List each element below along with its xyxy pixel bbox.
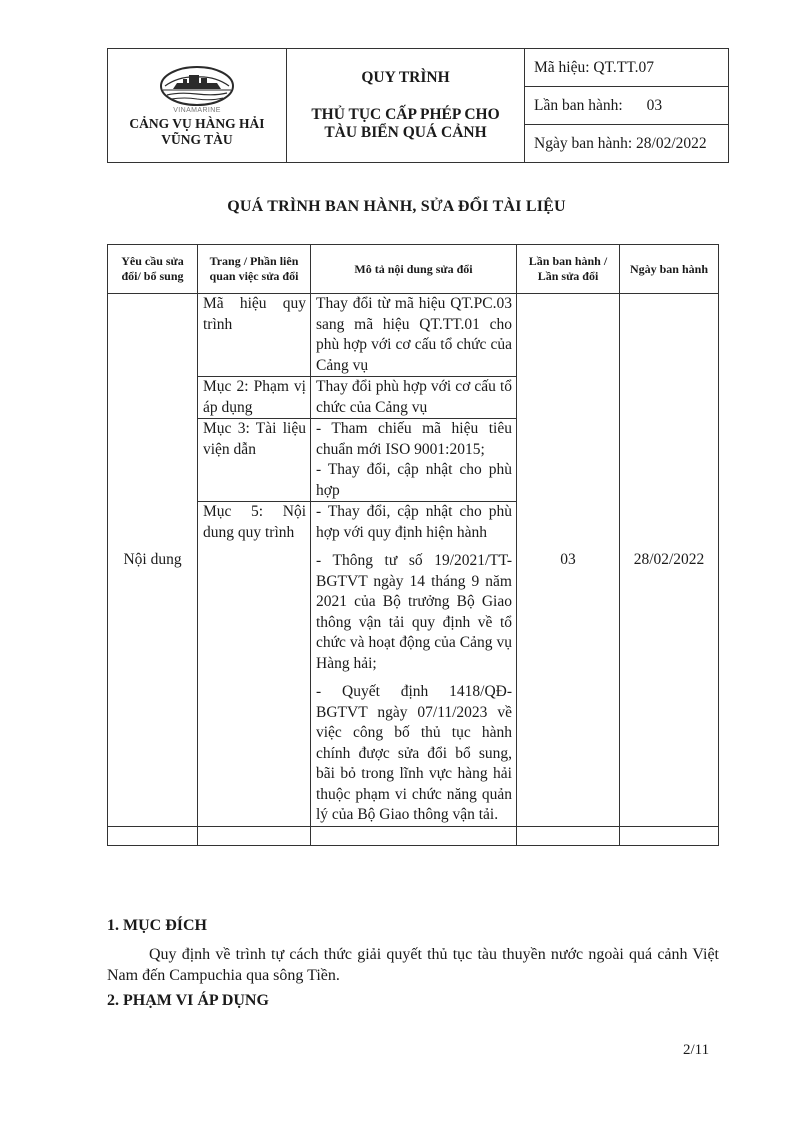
ship-emblem-icon bbox=[159, 64, 235, 108]
col-header-description: Mô tả nội dung sửa đổi bbox=[311, 245, 517, 294]
revision-table-header bbox=[108, 245, 719, 294]
empty-cell bbox=[620, 826, 719, 845]
edition-cell bbox=[525, 87, 729, 125]
revision-history-title: QUÁ TRÌNH BAN HÀNH, SỬA ĐỔI TÀI LIỆU bbox=[227, 198, 566, 215]
edition-cell: 03 bbox=[517, 294, 620, 827]
organization-line-1: CẢNG VỤ HÀNG HẢI bbox=[129, 115, 265, 131]
description-cell bbox=[311, 502, 517, 827]
col-header-edition: Lần ban hành / Lần sửa đổi bbox=[517, 245, 620, 294]
part-cell: Mục 3: Tài liệu viện dẫn bbox=[198, 419, 311, 502]
section-heading-scope: 2. PHẠM VI ÁP DỤNG bbox=[107, 992, 269, 1009]
organization-name bbox=[129, 116, 264, 148]
empty-cell bbox=[198, 826, 311, 845]
logo-cell bbox=[108, 49, 287, 163]
document-type: QUY TRÌNH bbox=[361, 69, 450, 86]
description-text: Thay đổi phù hợp với cơ cấu tổ chức của Cảng vụ bbox=[316, 378, 512, 416]
description-cell bbox=[311, 419, 517, 502]
document-code: Mã hiệu: QT.TT.07 bbox=[525, 49, 729, 87]
organization-line-2: VŨNG TÀU bbox=[161, 131, 233, 147]
part-cell: Mục 2: Phạm vị áp dụng bbox=[198, 377, 311, 419]
issue-date: Ngày ban hành: 28/02/2022 bbox=[525, 125, 729, 163]
description-text: - Tham chiếu mã hiệu tiêu chuẩn mới ISO 9001:2015; bbox=[316, 420, 512, 458]
description-cell bbox=[311, 294, 517, 377]
empty-cell bbox=[108, 826, 198, 845]
col-header-request: Yêu cầu sửa đổi/ bổ sung bbox=[108, 245, 198, 294]
document-header bbox=[107, 48, 729, 163]
section-heading-purpose: 1. MỤC ĐÍCH bbox=[107, 917, 207, 934]
request-cell: Nội dung bbox=[108, 294, 198, 827]
description-text: Thay đổi từ mã hiệu QT.PC.03 sang mã hiệu QT.TT.01 cho phù hợp với cơ cấu tổ chức của Cảng vụ bbox=[316, 295, 512, 374]
description-text: - Thay đổi, cập nhật cho phù hợp bbox=[316, 461, 512, 499]
description-text: - Quyết định 1418/QĐ-BGTVT ngày 07/11/2023 về việc công bố thủ tục hành chính được sửa đổi bổ sung, bãi bỏ trong lĩnh vực hàng hải thuộc phạm vi chức năng quản lý của Bộ Giao thông vận tải. bbox=[316, 683, 512, 823]
page-number: 2/11 bbox=[683, 1042, 710, 1058]
document-title-line-1: THỦ TỤC CẤP PHÉP CHO bbox=[311, 106, 500, 123]
revision-table bbox=[107, 244, 719, 846]
description-cell bbox=[311, 377, 517, 419]
description-text: - Thay đổi, cập nhật cho phù hợp với quy định hiện hành bbox=[316, 503, 512, 541]
description-text: - Thông tư số 19/2021/TT-BGTVT ngày 14 tháng 9 năm 2021 của Bộ trưởng Bộ Giao thông vận tải quy định về tổ chức và hoạt động của Cảng vụ Hàng hải; bbox=[316, 552, 512, 672]
document-title-cell bbox=[287, 49, 525, 163]
col-header-part: Trang / Phần liên quan việc sửa đổi bbox=[198, 245, 311, 294]
date-cell: 28/02/2022 bbox=[620, 294, 719, 827]
logo-wordmark: VINAMARINE bbox=[173, 106, 221, 114]
edition-label: Lần ban hành: bbox=[534, 96, 623, 114]
empty-row bbox=[108, 826, 719, 845]
document-title-line-2: TÀU BIỂN QUÁ CẢNH bbox=[324, 124, 487, 141]
part-cell: Mã hiệu quy trình bbox=[198, 294, 311, 377]
edition-value: 03 bbox=[646, 96, 663, 114]
empty-cell bbox=[311, 826, 517, 845]
document-title bbox=[287, 106, 524, 142]
col-header-date: Ngày ban hành bbox=[620, 245, 719, 294]
part-cell: Mục 5: Nội dung quy trình bbox=[198, 502, 311, 827]
table-row bbox=[108, 294, 719, 377]
empty-cell bbox=[517, 826, 620, 845]
section-text-purpose: Quy định về trình tự cách thức giải quyết thủ tục tàu thuyền nước ngoài quá cảnh Việt Nam đến Campuchia qua sông Tiền. bbox=[107, 946, 719, 984]
